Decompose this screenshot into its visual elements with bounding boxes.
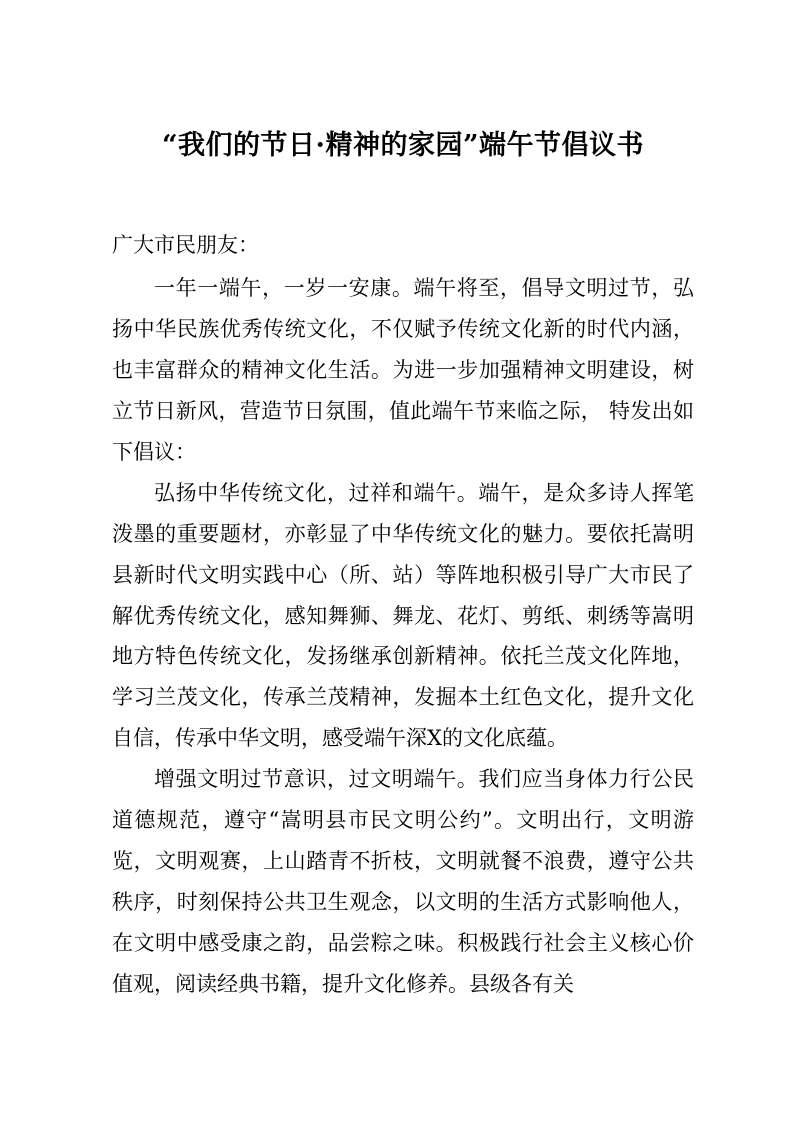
body-paragraph-2: 弘扬中华传统文化，过祥和端午。端午，是众多诗人挥笔泼墨的重要题材，亦彰显了中华传统文化的魅力。要依托嵩明县新时代文明实践中心（所、站）等阵地积极引导广大市民了解优秀传统文化，感知舞狮、舞龙、花灯、剪纸、刺绣等嵩明地方特色传统文化，发扬继承创新精神。依托兰茂文化阵地，学习兰茂文化，传承兰茂精神，发掘本土红色文化，提升文化自信，传承中华文明，感受端午深X的文化底蕴。 (112, 480, 694, 751)
body-paragraph-1: 一年一端午，一岁一安康。端午将至，倡导文明过节，弘扬中华民族优秀传统文化，不仅赋予传统文化新的时代内涵，也丰富群众的精神文化生活。为进一步加强精神文明建设，树立节日新风，营造节日氛围，值此端午节来临之际， 特发出如下倡议： (112, 276, 694, 464)
body-paragraph-3: 增强文明过节意识，过文明端午。我们应当身体力行公民道德规范，遵守“嵩明县市民文明公约”。文明出行，文明游览，文明观赛，上山踏青不折枝，文明就餐不浪费，遵守公共秩序，时刻保持公共卫生观念，以文明的生活方式影响他人，在文明中感受康之韵，品尝粽之味。积极践行社会主义核心价值观，阅读经典书籍，提升文化修养。县级各有关 (112, 767, 694, 996)
page-title: “我们的节日·精神的家园”端午节倡议书 (162, 130, 644, 161)
salutation-line: 广大市民朋友： (112, 233, 259, 258)
